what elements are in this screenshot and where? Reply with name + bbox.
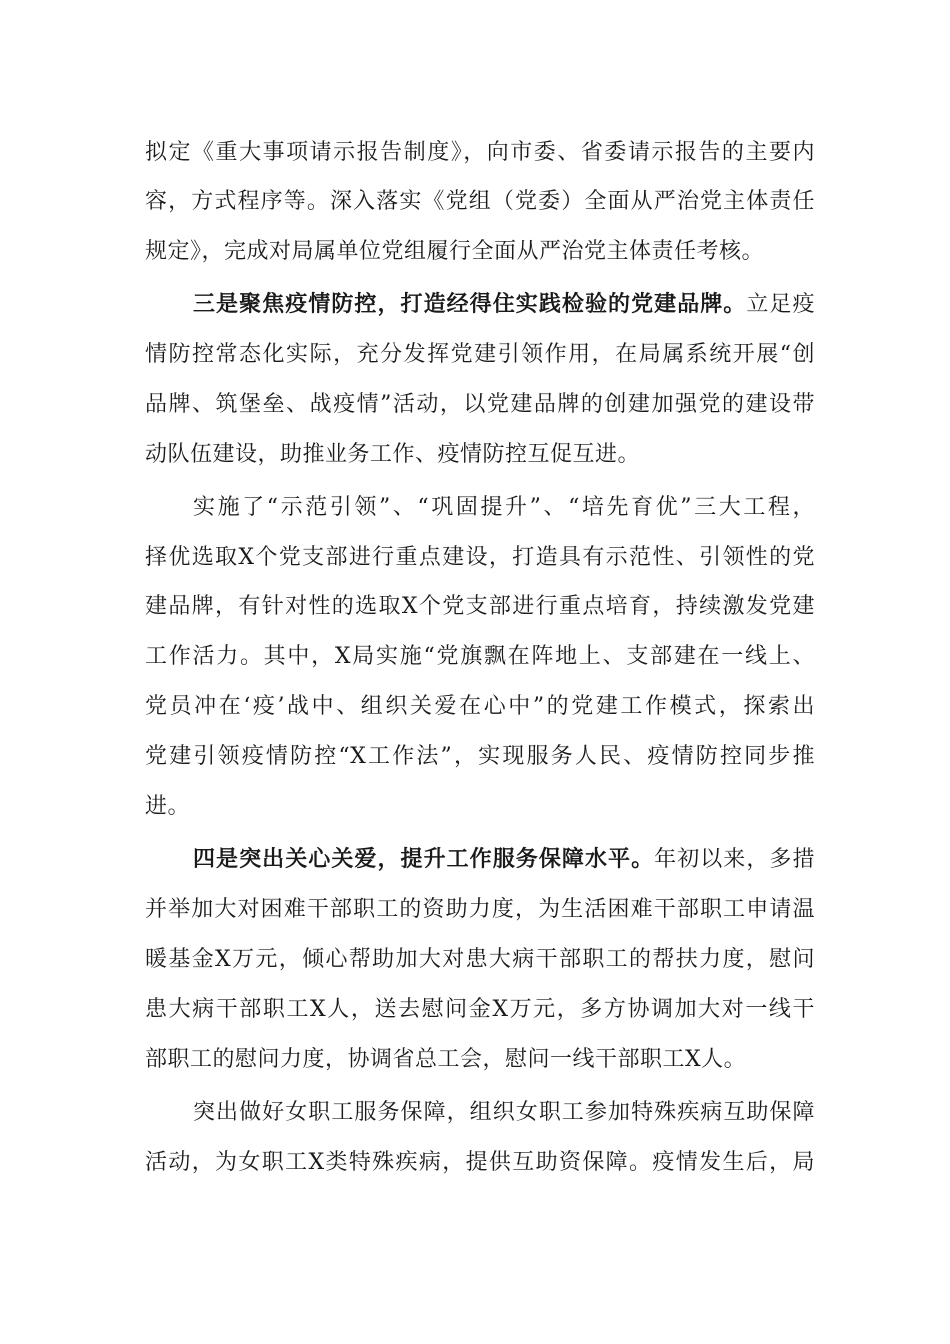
- text-line: 情防控常态化实际，充分发挥党建引领作用，在局属系统开展“创: [145, 342, 815, 367]
- section-heading-rest: 年初以来，多措: [654, 847, 815, 872]
- text-line: 党建引领疫情防控“X工作法”，实现服务人民、疫情防控同步推: [145, 744, 815, 769]
- text-line: 动队伍建设，助推业务工作、疫情防控互促互进。: [145, 442, 641, 467]
- text-line: 容，方式程序等。深入落实《党组（党委）全面从严治党主体责任: [145, 189, 815, 214]
- text-line: 拟定《重大事项请示报告制度》，向市委、省委请示报告的主要内: [145, 140, 815, 165]
- text-line: 暖基金X万元，倾心帮助加大对患大病干部职工的帮扶力度，慰问: [145, 947, 815, 972]
- text-line: 并举加大对困难干部职工的资助力度，为生活困难干部职工申请温: [145, 897, 815, 922]
- text-line: 部职工的慰问力度，协调省总工会，慰问一线干部职工X人。: [145, 1047, 747, 1072]
- text-line: 患大病干部职工X人，送去慰问金X万元，多方协调加大对一线干: [145, 997, 815, 1022]
- text-line: 进。: [145, 794, 191, 819]
- text-line: 择优选取X个党支部进行重点建设，打造具有示范性、引领性的党: [145, 545, 815, 570]
- paragraph-first-line: 实施了“示范引领”、“巩固提升”、“培先育优”三大工程，: [193, 495, 815, 520]
- section-heading-line: [193, 285, 815, 325]
- text-line: 党员冲在‘疫’战中、组织关爱在心中”的党建工作模式，探索出: [145, 694, 815, 719]
- paragraph-first-line: 突出做好女职工服务保障，组织女职工参加特殊疾病互助保障: [193, 1100, 815, 1125]
- section-heading-bold: 三是聚焦疫情防控，打造经得住实践检验的党建品牌。: [193, 292, 747, 317]
- text-line: 工作活力。其中，X局实施“党旗飘在阵地上、支部建在一线上、: [145, 644, 815, 669]
- text-line: 建品牌，有针对性的选取X个党支部进行重点培育，持续激发党建: [145, 594, 815, 619]
- text-line: 品牌、筑堡垒、战疫情”活动，以党建品牌的创建加强党的建设带: [145, 392, 815, 417]
- section-heading-line: [193, 840, 815, 880]
- section-heading-bold: 四是突出关心关爱，提升工作服务保障水平。: [193, 847, 655, 872]
- text-line: 活动，为女职工X类特殊疾病，提供互助资保障。疫情发生后，局: [145, 1150, 815, 1175]
- section-heading-rest: 立足疫: [746, 292, 815, 317]
- text-line: 规定》，完成对局属单位党组履行全面从严治党主体责任考核。: [145, 239, 765, 264]
